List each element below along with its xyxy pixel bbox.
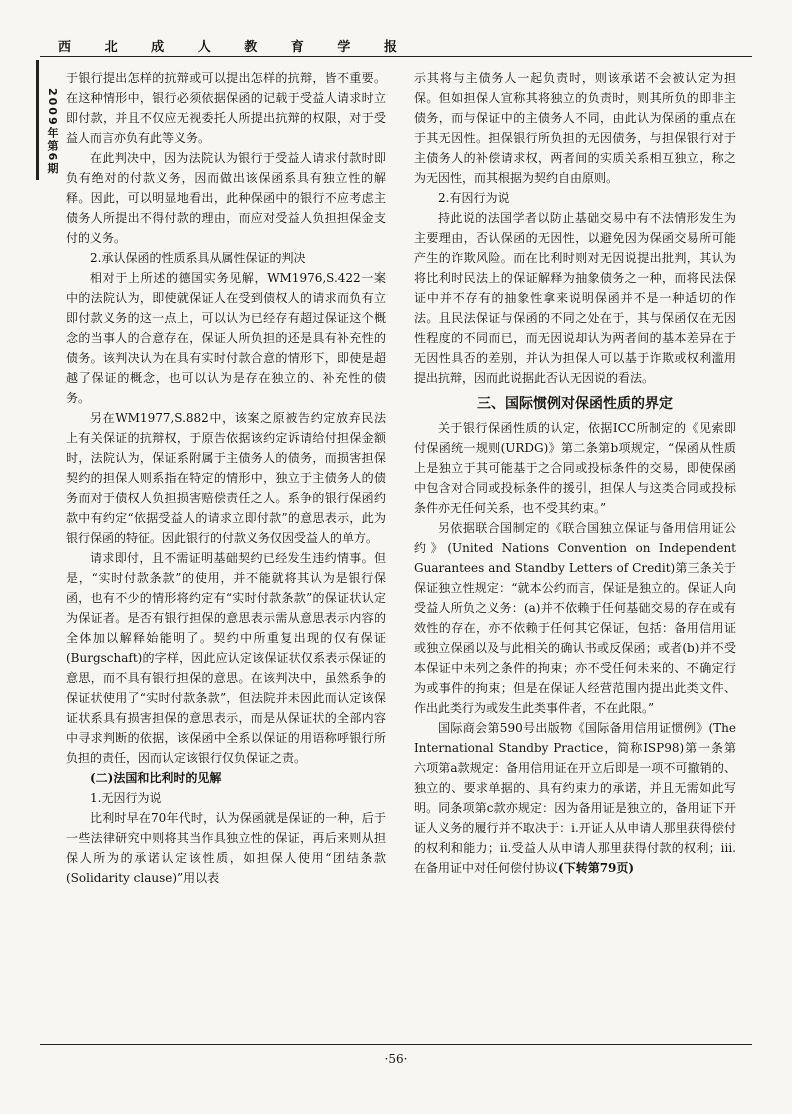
section-title: 三、国际惯例对保函性质的界定	[477, 396, 673, 412]
journal-title-char: 北	[104, 40, 119, 55]
journal-title	[58, 36, 398, 55]
side-bar-decoration	[36, 60, 39, 180]
page-number: ·56·	[384, 1052, 408, 1066]
paragraph: 请求即付，且不需证明基础契约已经发生违约情事。但是，“实时付款条款”的使用，并不能就将其认为是银行保函，也有不少的情形将约定有“实时付款条款”的保证状认定为保证者。是否有银行担保的意思表示需从意思表示内容的全体加以解释始能明了。契约中所重复出现的仅有保证(Burgschaft)的字样，因此应认定该保证状仅系表示保证的意思，而不具有银行担保的意思。在该判决中，虽然系争的保证状使用了“实时付款条款”，但法院并未因此而认定该保证状系具有损害担保的意思表示，而是从保证状的全部内容中寻求判断的依据，该保函中全系以保证的用语称呼银行所负担的责任，因而认定该银行仅负保证之责。	[66, 551, 386, 765]
header-rule	[40, 56, 752, 57]
journal-title-char: 育	[290, 40, 305, 55]
journal-title-char: 成	[151, 40, 166, 55]
journal-title-char: 人	[197, 40, 212, 55]
journal-title-char: 西	[58, 40, 73, 55]
paragraph: 相对于上所述的德国实务见解，WM1976,S.422一案中的法院认为，即使就保证人在受到债权人的请求而负有立即付款义务的这一点上，可以认为已经存有超过保证这个概念的当事人的合意存在，保证人所负担的还是具有补充性的债务。该判决认为在具有实时付款合意的情形下，即使是超越了保证的概念，也可以认为是存在独立的、补充性的债务。	[66, 271, 386, 405]
issue-label: 2009年第6期	[46, 88, 59, 176]
subheading: (二)法国和比利时的见解	[90, 771, 222, 785]
paragraph-text: 国际商会第590号出版物《国际备用信用证惯例》(The International Standby Practice，简称ISP98)第一条第六项第a款规定：备用信用证在开立后即是一项不可撤销的、独立的、要求单据的、具有约束力的承诺，并且无需如此写明。同条项第c款亦规定：因为备用证是独立的，备用证下开证人义务的履行并不取决于：i.开证人从申请人那里获得偿付的权利和能力；ii.受益人从申请人那里获得付款的权利；iii.在备用证中对任何偿付协议	[414, 721, 736, 875]
paragraph: 在此判决中，因为法院认为银行于受益人请求付款时即负有绝对的付款义务，因而做出该保函系具有独立性的解释。因此，可以明显地看出，此种保函中的银行不应考虑主债务人所提出不得付款的理由，而应对受益人负担担保金支付的义务。	[66, 151, 386, 245]
journal-title-char: 报	[383, 40, 398, 55]
journal-title-char: 教	[244, 40, 259, 55]
subheading: 1.无因行为说	[90, 791, 162, 805]
right-column	[414, 68, 736, 878]
subheading: 2.承认保函的性质系具从属性保证的判决	[90, 251, 306, 265]
paragraph: 另在WM1977,S.882中，该案之原被告约定放弃民法上有关保证的抗辩权，于原告依据该约定诉请给付担保金额时，法院认为，保证系附属于主债务人的债务，而损害担保契约的担保人则系指在特定的情形中，独立于主债务人的债务而对于债权人负担损害赔偿责任之人。系争的银行保函约款中有约定“依据受益人的请求立即付款”的意思表示，此为银行保函的特征。因此银行的付款义务仅因受益人的单方。	[66, 411, 386, 545]
paragraph	[414, 718, 736, 878]
paragraph: 于银行提出怎样的抗辩或可以提出怎样的抗辩，皆不重要。在这种情形中，银行必须依据保函的记载于受益人请求时立即付款，并且不仅应无视委托人所提出抗辩的权限，对于受益人而言亦负有此等义务。	[66, 71, 386, 145]
paragraph: 比利时早在70年代时，认为保函就是保证的一种，后于一些法律研究中则将其当作具独立性的保证，再后来则从担保人所为的承诺认定该性质，如担保人使用“团结条款(Solidarity clause)”用以表	[66, 811, 386, 885]
subheading: 2.有因行为说	[438, 191, 510, 205]
paragraph: 持此说的法国学者以防止基础交易中有不法情形发生为主要理由，否认保函的无因性，以避免因为保函交易所可能产生的诈欺风险。而在比利时则对无因说提出批判，其认为将比利时民法上的保证解释为抽象债务之一种，而将民法保证中并不存有的抽象性拿来说明保函并不是一种适切的作法。且民法保证与保函的不同之处在于，其与保函仅在无因性程度的不同而已，而无因说却认为两者间的基本差异在于无因性具否的差别，并认为担保人可以基于诈欺或权利滥用提出抗辩，因而此说据此否认无因说的看法。	[414, 211, 736, 385]
paragraph: 另依据联合国制定的《联合国独立保证与备用信用证公约》(United Nations Convention on Independent Guarantees and Standby Letters of Credit)第三条关于保证独立性规定：“就本公约而言，保证是独立的。保证人向受益人所负之义务：(a)并不依赖于任何基础交易的存在或有效性的存在，亦不依赖于任何其它保证，包括：备用信用证或独立保函以及与此相关的确认书或反保函；或者(b)并不受本保证中未列之条件的拘束；亦不受任何未来的、不确定行为或事件的拘束；但是在保证人经营范围内提出此类文件、作出此类行为或发生此类事件者，不在此限。”	[414, 521, 736, 715]
paragraph: 示其将与主债务人一起负责时，则该承诺不会被认定为担保。但如担保人宣称其将独立的负责时，则其所负的即非主债务，而与保证中的主债务人不同，由此认为保函的重点在于其无因性。担保银行所负担的无因债务，与担保银行对于主债务人的补偿请求权，两者间的实质关系相互独立，称之为无因性，而其根据为契约自由原则。	[414, 71, 736, 185]
paragraph: 关于银行保函性质的认定，依据ICC所制定的《见索即付保函统一规则(URDG)》第二条第b项规定，“保函从性质上是独立于其可能基于之合同或投标条件的交易，即使保函中包含对合同或投标条件的援引，担保人与这类合同或投标条件亦无任何关系，也不受其约束。”	[414, 421, 736, 515]
journal-title-char: 学	[337, 40, 352, 55]
continued-note: (下转第79页)	[558, 861, 635, 875]
left-column	[66, 68, 386, 888]
footer-rule	[40, 1044, 752, 1045]
